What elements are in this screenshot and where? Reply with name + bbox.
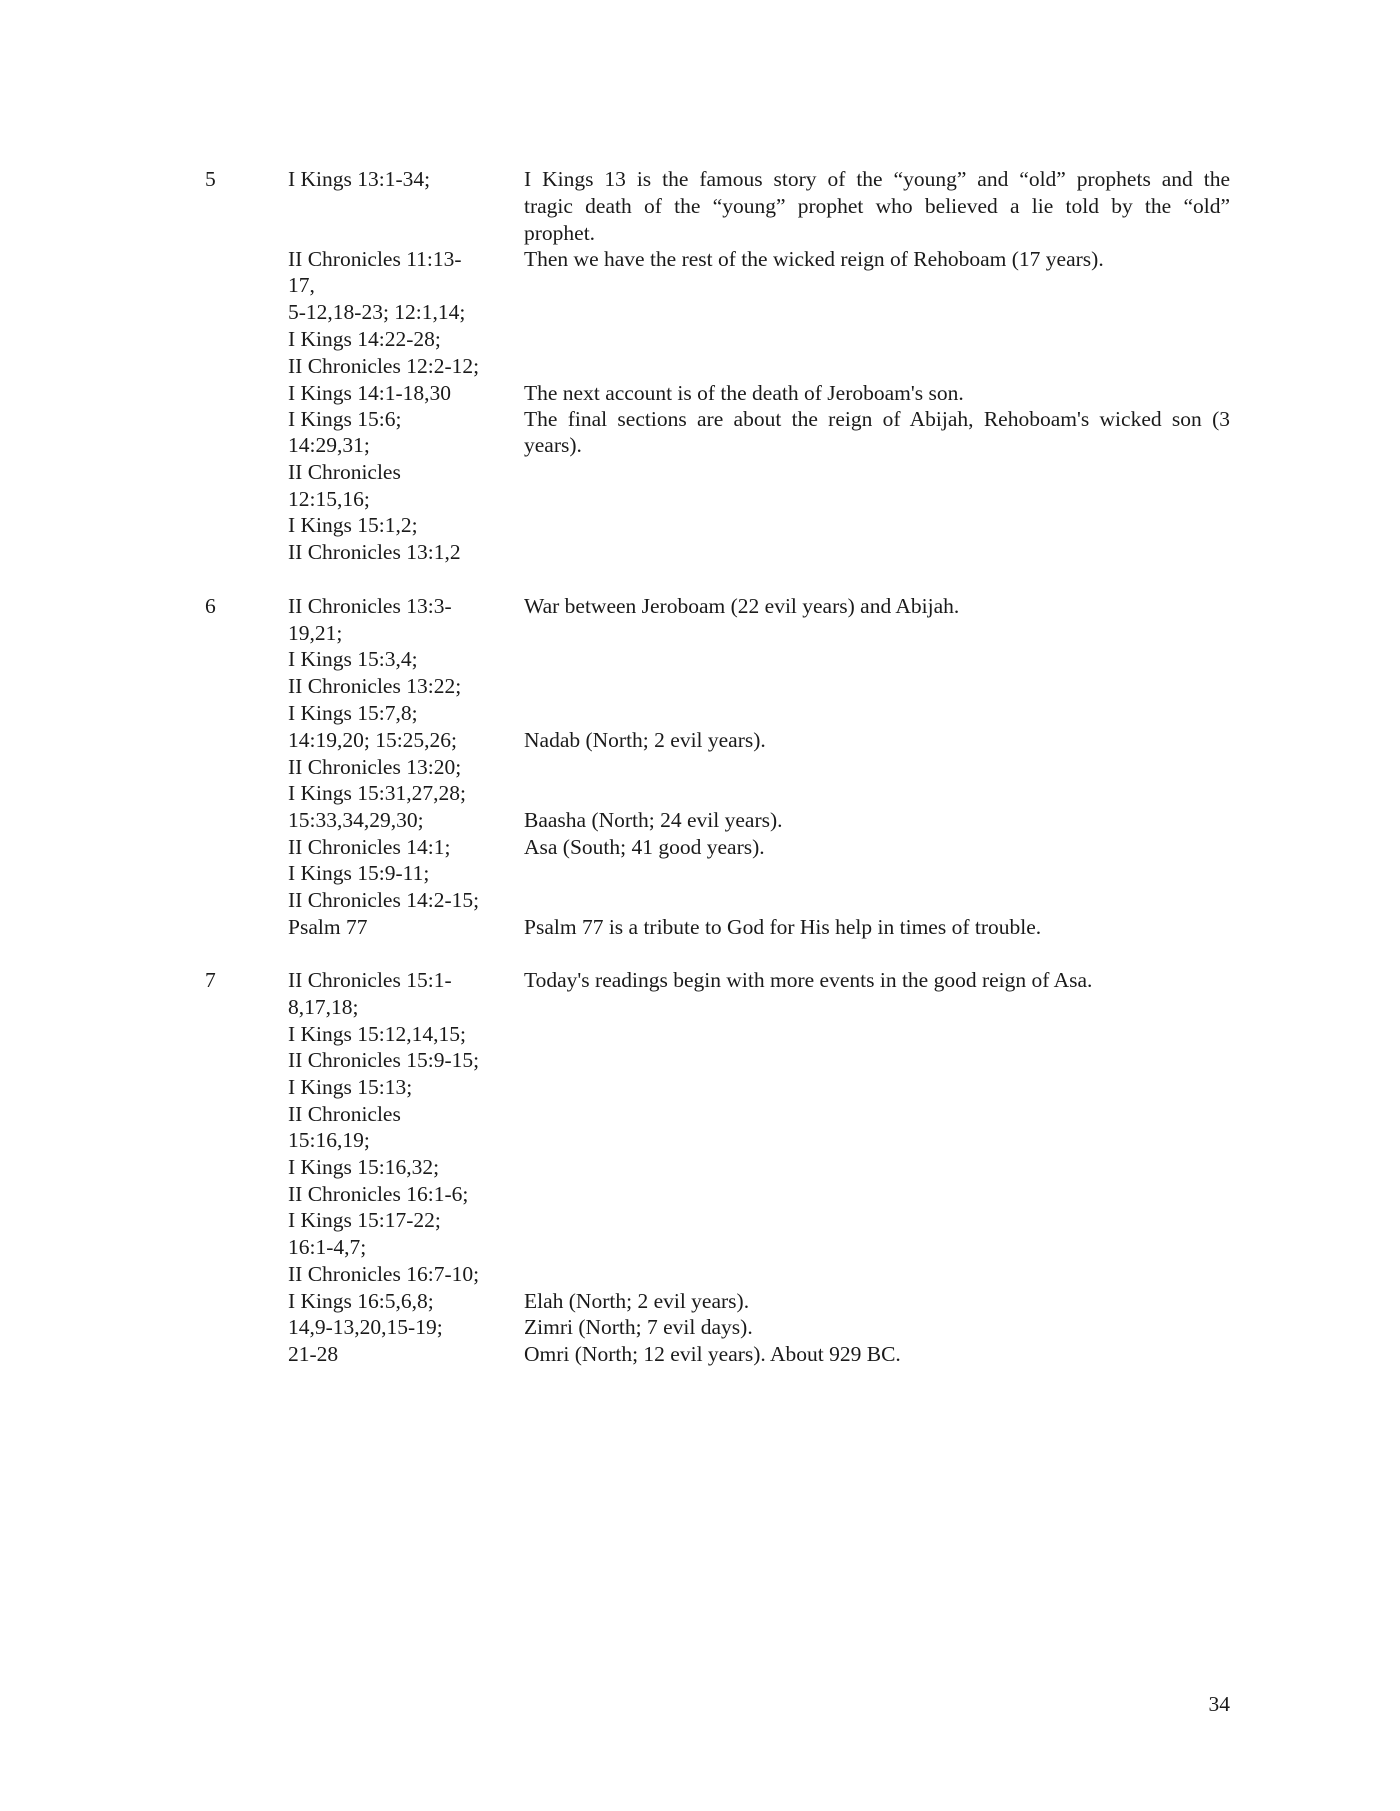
scripture-reference: II Chronicles 11:13- (288, 247, 462, 271)
scripture-reference: I Kings 15:17-22; (288, 1208, 441, 1232)
reading-description: Then we have the rest of the wicked reign of Rehoboam (17 years). (524, 247, 1104, 271)
reading-description: Elah (North; 2 evil years). (524, 1289, 750, 1313)
reading-description: years). (524, 433, 582, 457)
scripture-reference: II Chronicles 13:22; (288, 674, 462, 698)
scripture-reference: II Chronicles 16:1-6; (288, 1182, 469, 1206)
scripture-reference: I Kings 15:31,27,28; (288, 781, 466, 805)
scripture-reference: I Kings 15:3,4; (288, 647, 418, 671)
reading-description: Psalm 77 is a tribute to God for His help in times of trouble. (524, 915, 1042, 939)
reading-description: Asa (South; 41 good years). (524, 835, 765, 859)
scripture-reference: I Kings 15:6; (288, 407, 402, 431)
reading-description: The next account is of the death of Jeroboam's son. (524, 381, 964, 405)
scripture-reference: II Chronicles 12:2-12; (288, 354, 480, 378)
scripture-reference: 12:15,16; (288, 487, 370, 511)
scripture-reference: I Kings 15:7,8; (288, 701, 418, 725)
scripture-reference: II Chronicles 14:1; (288, 835, 451, 859)
scripture-reference: I Kings 14:1-18,30 (288, 381, 452, 405)
scripture-reference: II Chronicles 16:7-10; (288, 1262, 480, 1286)
scripture-reference: 8,17,18; (288, 995, 359, 1019)
scripture-reference: 14,9-13,20,15-19; (288, 1315, 443, 1339)
scripture-reference: 17, (288, 273, 315, 297)
reading-description: Zimri (North; 7 evil days). (524, 1315, 753, 1339)
scripture-reference: 16:1-4,7; (288, 1235, 367, 1259)
reading-description: The final sections are about the reign of Abijah, Rehoboam's wicked son (3 (524, 407, 1230, 431)
scripture-reference: 15:16,19; (288, 1128, 370, 1152)
scripture-reference: 21-28 (288, 1342, 339, 1366)
scripture-reference: II Chronicles (288, 1102, 401, 1126)
scripture-reference: 5-12,18-23; 12:1,14; (288, 300, 466, 324)
scripture-reference: I Kings 16:5,6,8; (288, 1289, 434, 1313)
reading-description: I Kings 13 is the famous story of the “young” and “old” prophets and the (524, 167, 1230, 191)
scripture-reference: 14:29,31; (288, 433, 370, 457)
scripture-reference: I Kings 15:13; (288, 1075, 413, 1099)
scripture-reference: II Chronicles 13:3- (288, 594, 452, 618)
scripture-reference: II Chronicles 15:1- (288, 968, 452, 992)
scripture-reference: II Chronicles 13:1,2 (288, 540, 461, 564)
reading-description: Baasha (North; 24 evil years). (524, 808, 783, 832)
reading-description: prophet. (524, 221, 596, 245)
page-number: 34 (1208, 1692, 1230, 1716)
day-number: 7 (205, 968, 216, 992)
scripture-reference: 15:33,34,29,30; (288, 808, 424, 832)
scripture-reference: II Chronicles 14:2-15; (288, 888, 480, 912)
reading-description: Today's readings begin with more events in the good reign of Asa. (524, 968, 1093, 992)
scripture-reference: 19,21; (288, 621, 343, 645)
day-number: 6 (205, 594, 216, 618)
scripture-reference: II Chronicles 15:9-15; (288, 1048, 480, 1072)
reading-description: tragic death of the “young” prophet who believed a lie told by the “old” (524, 194, 1230, 218)
scripture-reference: II Chronicles (288, 460, 401, 484)
scripture-reference: 14:19,20; 15:25,26; (288, 728, 458, 752)
scripture-reference: I Kings 15:1,2; (288, 513, 418, 537)
scripture-reference: I Kings 15:16,32; (288, 1155, 440, 1179)
reading-description: Omri (North; 12 evil years). About 929 BC. (524, 1342, 901, 1366)
scripture-reference: I Kings 15:9-11; (288, 861, 430, 885)
scripture-reference: I Kings 13:1-34; (288, 167, 431, 191)
scripture-reference: Psalm 77 (288, 915, 368, 939)
scripture-reference: II Chronicles 13:20; (288, 755, 462, 779)
reading-description: War between Jeroboam (22 evil years) and Abijah. (524, 594, 960, 618)
reading-description: Nadab (North; 2 evil years). (524, 728, 766, 752)
day-number: 5 (205, 167, 216, 191)
scripture-reference: I Kings 15:12,14,15; (288, 1022, 466, 1046)
scripture-reference: I Kings 14:22-28; (288, 327, 441, 351)
